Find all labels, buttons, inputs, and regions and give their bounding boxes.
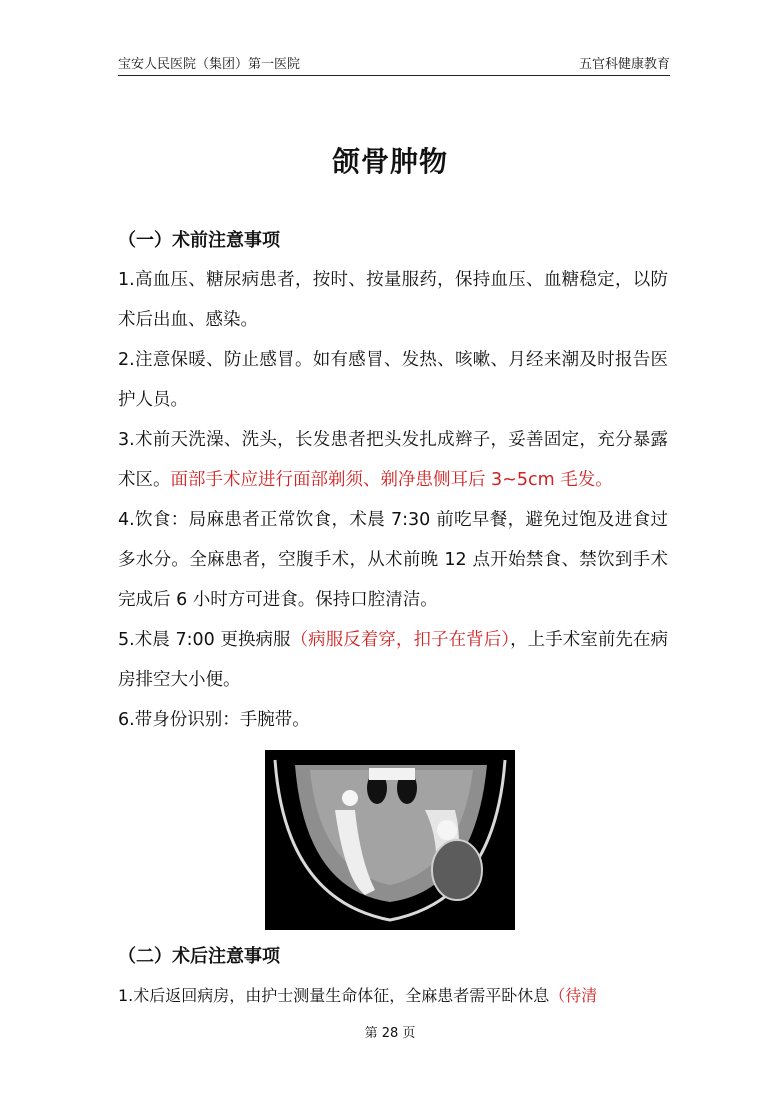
item-text: 1.术后返回病房，由护士测量生命体征，全麻患者需平卧休息 bbox=[118, 986, 550, 1005]
page-header bbox=[118, 50, 670, 76]
ct-scan-image bbox=[265, 750, 515, 930]
highlighted-warning: （待清 bbox=[549, 986, 598, 1005]
ct-scan-graphic bbox=[265, 750, 515, 930]
page-number: 第 28 页 bbox=[364, 1026, 416, 1041]
list-item bbox=[118, 976, 668, 1016]
list-item bbox=[118, 620, 668, 700]
item-text: 5.术晨 7:00 更换病服 bbox=[118, 630, 291, 650]
page-title: 颌骨肿物 bbox=[331, 145, 448, 178]
list-item: 4.饮食：局麻患者正常饮食，术晨 7:30 前吃早餐，避免过饱及进食过多水分。全麻患者，空腹手术，从术前晚 12 点开始禁食、禁饮到手术完成后 6 小时方可进食。保持口腔清洁。 bbox=[118, 510, 668, 610]
header-hospital-name: 宝安人民医院（集团）第一医院 bbox=[118, 57, 301, 72]
highlighted-warning: 面部手术应进行面部剃须、剃净患侧耳后 3~5cm 毛发。 bbox=[170, 470, 613, 490]
list-item bbox=[118, 420, 668, 500]
highlighted-warning: （病服反着穿，扣子在背后） bbox=[290, 630, 511, 650]
header-department: 五官科健康教育 bbox=[578, 57, 670, 72]
list-item: 2.注意保暖、防止感冒。如有感冒、发热、咳嗽、月经来潮及时报告医护人员。 bbox=[118, 350, 668, 410]
list-item: 6.带身份识别：手腕带。 bbox=[118, 710, 310, 730]
section-heading-preoperative: （一）术前注意事项 bbox=[118, 230, 280, 251]
list-item: 1.高血压、糖尿病患者，按时、按量服药，保持血压、血糖稳定，以防术后出血、感染。 bbox=[118, 270, 668, 330]
item-text: 3.术前天洗澡、洗头，长发患者把头发扎成辫子，妥善固定，充分暴露术区。 bbox=[118, 430, 668, 490]
section-preoperative bbox=[118, 222, 668, 740]
section-heading-postoperative: （二）术后注意事项 bbox=[118, 946, 280, 967]
item-text: ，上手术室前先在病房排空大小便。 bbox=[118, 630, 668, 690]
